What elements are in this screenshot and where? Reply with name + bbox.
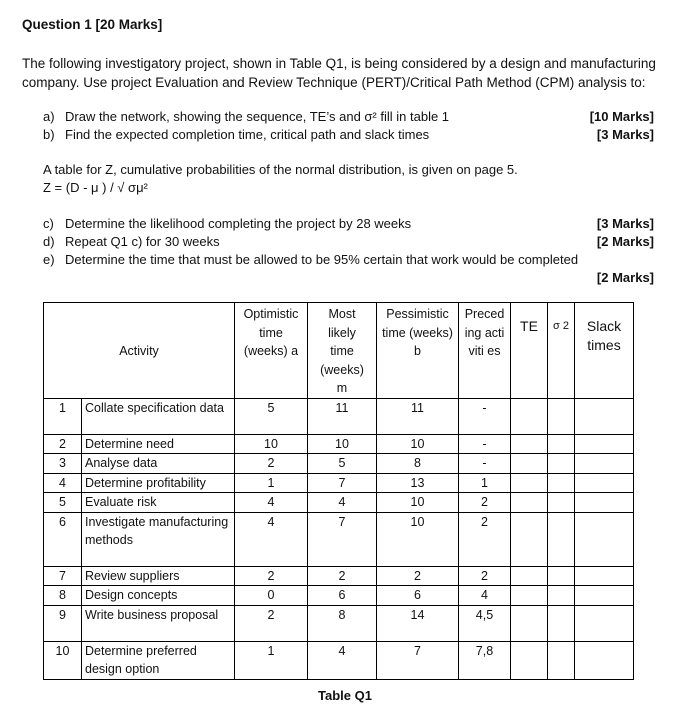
likely-value: 10 xyxy=(308,434,377,454)
part-text: Repeat Q1 c) for 30 weeks xyxy=(65,234,220,249)
preceding-value: 2 xyxy=(459,493,511,513)
sigma-value[interactable] xyxy=(548,434,575,454)
table-row xyxy=(44,493,634,513)
table-row xyxy=(44,512,634,566)
optimistic-value: 2 xyxy=(235,566,308,586)
pessimistic-value: 7 xyxy=(377,641,459,679)
te-value[interactable] xyxy=(511,454,548,474)
likely-value: 2 xyxy=(308,566,377,586)
part-d-marks: [2 Marks] xyxy=(596,234,654,249)
ztable-note: A table for Z, cumulative probabilities of the normal distribution, is given on page 5. xyxy=(43,162,518,177)
part-e-marks: [2 Marks] xyxy=(596,270,654,285)
preceding-value: - xyxy=(459,434,511,454)
sigma-value[interactable] xyxy=(548,493,575,513)
part-text: Determine the likelihood completing the project by 28 weeks xyxy=(65,216,412,231)
sigma-value[interactable] xyxy=(548,566,575,586)
table-row xyxy=(44,586,634,606)
table-row xyxy=(44,434,634,454)
activity-table xyxy=(43,302,634,680)
likely-value: 8 xyxy=(308,605,377,641)
activity-name: Analyse data xyxy=(82,454,235,474)
slack-value[interactable] xyxy=(575,566,634,586)
likely-value: 4 xyxy=(308,641,377,679)
part-c-marks: [3 Marks] xyxy=(596,216,654,231)
part-label: b) xyxy=(43,127,55,142)
row-number: 8 xyxy=(44,586,82,606)
part-label: c) xyxy=(43,216,54,231)
preceding-value: 7,8 xyxy=(459,641,511,679)
activity-name: Collate specification data xyxy=(82,398,235,434)
activity-name: Investigate manufacturing methods xyxy=(82,512,235,566)
sigma-value[interactable] xyxy=(548,605,575,641)
te-value[interactable] xyxy=(511,586,548,606)
preceding-value: - xyxy=(459,398,511,434)
sigma-value[interactable] xyxy=(548,512,575,566)
part-label: d) xyxy=(43,234,55,249)
optimistic-value: 5 xyxy=(235,398,308,434)
part-c xyxy=(43,216,411,231)
question-title: Question 1 [20 Marks] xyxy=(22,17,163,32)
z-formula: Z = (D - μ ) / √ σμ² xyxy=(43,180,148,195)
preceding-value: - xyxy=(459,454,511,474)
te-value[interactable] xyxy=(511,641,548,679)
slack-value[interactable] xyxy=(575,398,634,434)
likely-value: 11 xyxy=(308,398,377,434)
te-value[interactable] xyxy=(511,512,548,566)
col-optimistic: Optimistic time (weeks) a xyxy=(235,303,308,399)
activity-name: Design concepts xyxy=(82,586,235,606)
part-e xyxy=(43,252,578,267)
col-pessimistic: Pessimistic time (weeks) b xyxy=(377,303,459,399)
row-number: 1 xyxy=(44,398,82,434)
activity-name: Evaluate risk xyxy=(82,493,235,513)
col-sigma: σ 2 xyxy=(548,303,575,399)
sigma-value[interactable] xyxy=(548,454,575,474)
sigma-value[interactable] xyxy=(548,398,575,434)
pessimistic-value: 11 xyxy=(377,398,459,434)
activity-name: Determine profitability xyxy=(82,473,235,493)
slack-value[interactable] xyxy=(575,586,634,606)
part-text: Find the expected completion time, critical path and slack times xyxy=(65,127,430,142)
likely-value: 4 xyxy=(308,493,377,513)
table-header-row xyxy=(44,303,634,399)
pessimistic-value: 10 xyxy=(377,434,459,454)
optimistic-value: 10 xyxy=(235,434,308,454)
preceding-value: 2 xyxy=(459,566,511,586)
optimistic-value: 4 xyxy=(235,493,308,513)
optimistic-value: 2 xyxy=(235,605,308,641)
preceding-value: 1 xyxy=(459,473,511,493)
optimistic-value: 0 xyxy=(235,586,308,606)
slack-value[interactable] xyxy=(575,434,634,454)
sigma-value[interactable] xyxy=(548,586,575,606)
activity-name: Determine preferred design option xyxy=(82,641,235,679)
row-number: 3 xyxy=(44,454,82,474)
slack-value[interactable] xyxy=(575,641,634,679)
row-number: 9 xyxy=(44,605,82,641)
col-te: TE xyxy=(511,303,548,399)
pessimistic-value: 10 xyxy=(377,493,459,513)
table-row xyxy=(44,454,634,474)
part-d xyxy=(43,234,220,249)
sigma-value[interactable] xyxy=(548,641,575,679)
likely-value: 6 xyxy=(308,586,377,606)
likely-value: 7 xyxy=(308,512,377,566)
col-preceding: Preced ing activiti es xyxy=(459,303,511,399)
preceding-value: 2 xyxy=(459,512,511,566)
col-slack: Slack times xyxy=(575,303,634,399)
te-value[interactable] xyxy=(511,493,548,513)
te-value[interactable] xyxy=(511,566,548,586)
row-number: 6 xyxy=(44,512,82,566)
likely-value: 5 xyxy=(308,454,377,474)
table-body xyxy=(44,398,634,679)
preceding-value: 4,5 xyxy=(459,605,511,641)
te-value[interactable] xyxy=(511,398,548,434)
row-number: 5 xyxy=(44,493,82,513)
pessimistic-value: 2 xyxy=(377,566,459,586)
part-label: a) xyxy=(43,109,55,124)
optimistic-value: 1 xyxy=(235,473,308,493)
col-activity: Activity xyxy=(44,303,235,399)
preceding-value: 4 xyxy=(459,586,511,606)
slack-value[interactable] xyxy=(575,512,634,566)
optimistic-value: 4 xyxy=(235,512,308,566)
row-number: 7 xyxy=(44,566,82,586)
part-b-marks: [3 Marks] xyxy=(596,127,654,142)
optimistic-value: 1 xyxy=(235,641,308,679)
pessimistic-value: 10 xyxy=(377,512,459,566)
table-row xyxy=(44,605,634,641)
row-number: 10 xyxy=(44,641,82,679)
part-label: e) xyxy=(43,252,55,267)
part-a-marks: [10 Marks] xyxy=(589,109,654,124)
table-row xyxy=(44,473,634,493)
slack-value[interactable] xyxy=(575,473,634,493)
optimistic-value: 2 xyxy=(235,454,308,474)
te-value[interactable] xyxy=(511,605,548,641)
activity-name: Review suppliers xyxy=(82,566,235,586)
row-number: 2 xyxy=(44,434,82,454)
pessimistic-value: 14 xyxy=(377,605,459,641)
pessimistic-value: 6 xyxy=(377,586,459,606)
activity-name: Determine need xyxy=(82,434,235,454)
te-value[interactable] xyxy=(511,473,548,493)
part-text: Determine the time that must be allowed to be 95% certain that work would be completed xyxy=(65,252,579,267)
pessimistic-value: 13 xyxy=(377,473,459,493)
slack-value[interactable] xyxy=(575,454,634,474)
te-value[interactable] xyxy=(511,434,548,454)
part-b xyxy=(43,127,429,142)
row-number: 4 xyxy=(44,473,82,493)
slack-value[interactable] xyxy=(575,493,634,513)
col-likely: Most likely time (weeks) m xyxy=(308,303,377,399)
part-a xyxy=(43,109,449,124)
intro-paragraph: The following investigatory project, shown in Table Q1, is being considered by a design and manufacturing company. Use project Evaluation and Review Technique (PERT)/Critical Path Method (CPM) analysis to: xyxy=(22,56,656,90)
table-row xyxy=(44,641,634,679)
table-caption: Table Q1 xyxy=(318,688,372,703)
part-text: Draw the network, showing the sequence, TE’s and σ² fill in table 1 xyxy=(65,109,450,124)
pessimistic-value: 8 xyxy=(377,454,459,474)
activity-name: Write business proposal xyxy=(82,605,235,641)
table-row xyxy=(44,398,634,434)
slack-value[interactable] xyxy=(575,605,634,641)
likely-value: 7 xyxy=(308,473,377,493)
sigma-value[interactable] xyxy=(548,473,575,493)
table-row xyxy=(44,566,634,586)
